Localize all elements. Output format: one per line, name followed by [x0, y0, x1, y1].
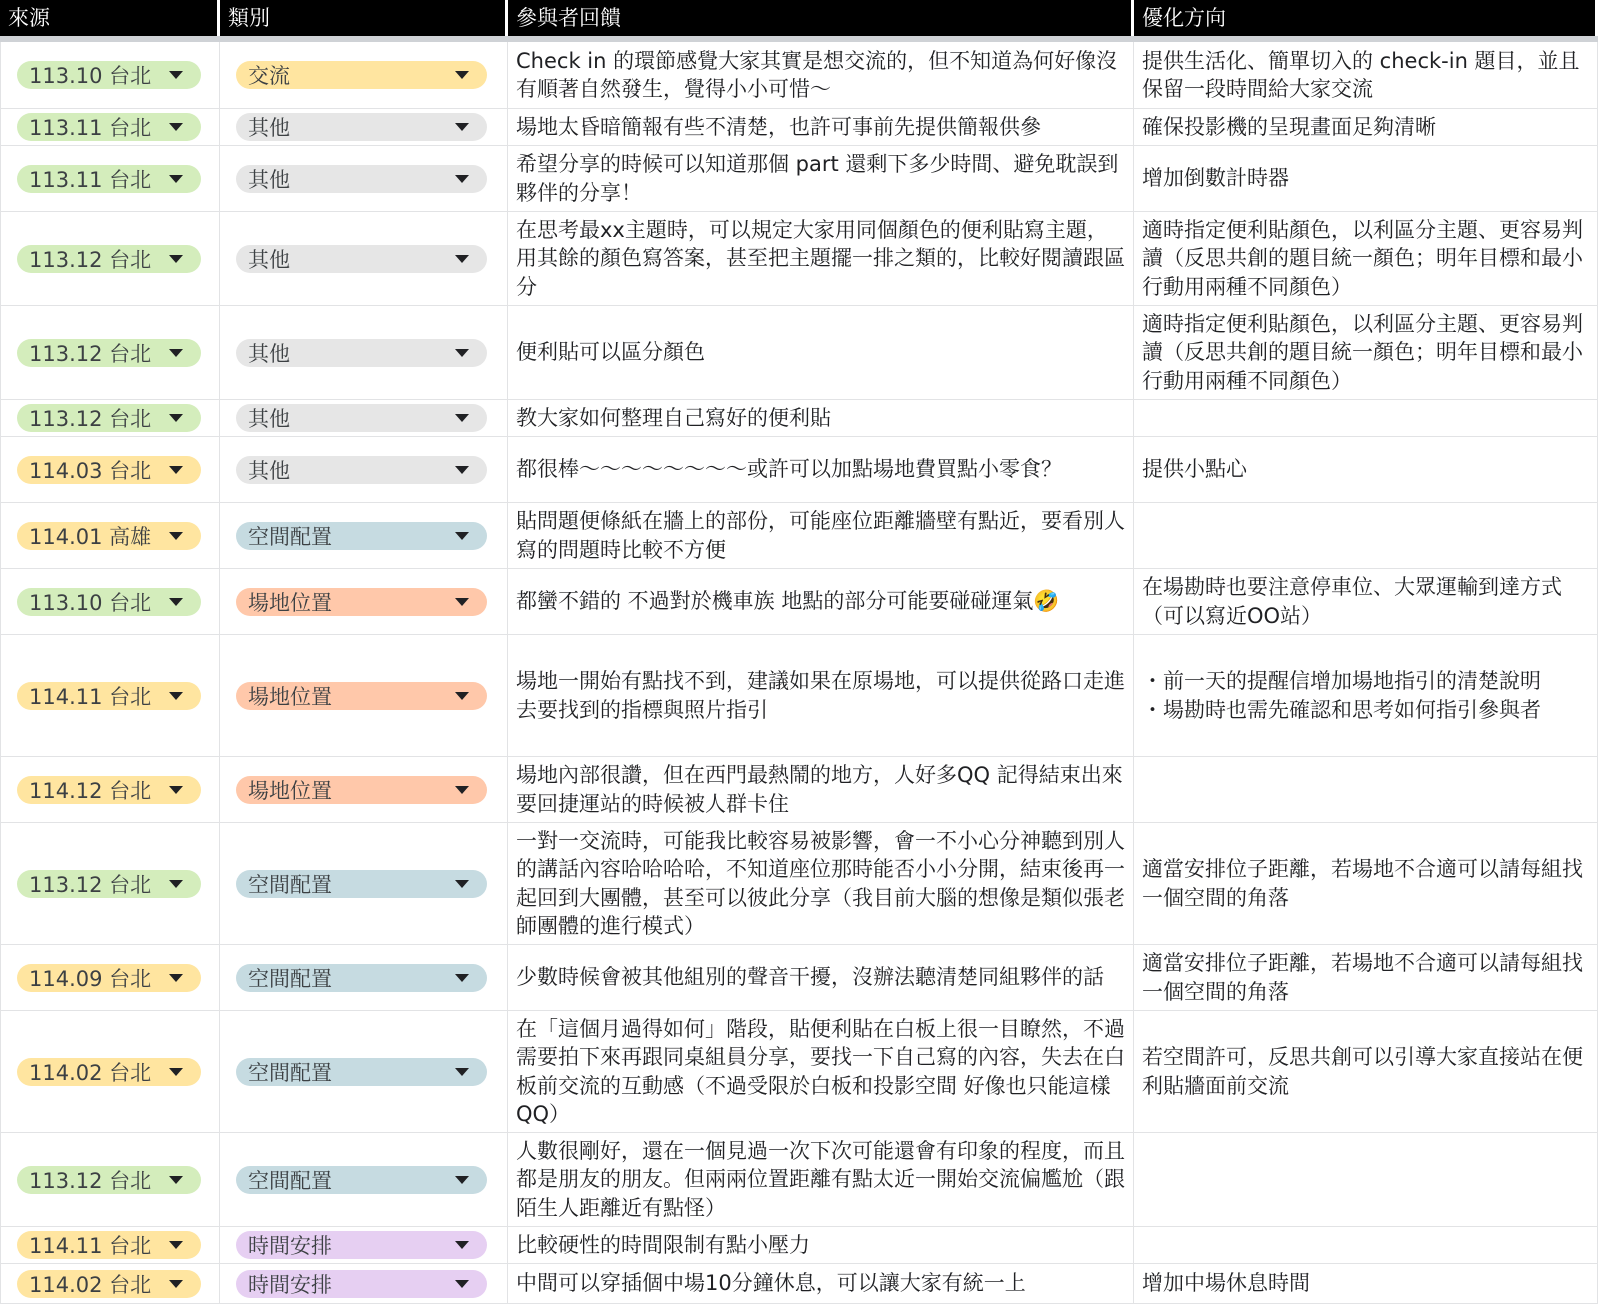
feedback-cell[interactable]: 中間可以穿插個中場10分鐘休息，可以讓大家有統一上	[508, 1264, 1134, 1303]
dropdown-arrow-icon[interactable]	[169, 1241, 183, 1249]
dropdown-arrow-icon[interactable]	[455, 175, 469, 183]
table-row	[0, 109, 1598, 146]
improvement-cell[interactable]	[1134, 1227, 1598, 1263]
improvement-cell[interactable]: 增加倒數計時器	[1134, 146, 1598, 211]
source-dropdown-chip-label: 113.12 台北	[29, 341, 152, 366]
dropdown-arrow-icon[interactable]	[169, 414, 183, 422]
source-dropdown-chip[interactable]	[17, 870, 201, 898]
category-dropdown-chip-label: 場地位置	[248, 684, 332, 709]
dropdown-arrow-icon[interactable]	[455, 255, 469, 263]
dropdown-arrow-icon[interactable]	[455, 1068, 469, 1076]
source-dropdown-chip-label: 113.12 台北	[29, 1168, 152, 1193]
category-dropdown-chip-label: 其他	[248, 341, 290, 366]
category-dropdown-chip-label: 空間配置	[248, 872, 332, 897]
dropdown-arrow-icon[interactable]	[455, 71, 469, 79]
table-row	[0, 400, 1598, 437]
source-dropdown-chip[interactable]	[17, 1058, 201, 1086]
feedback-cell[interactable]: 在思考最xx主題時，可以規定大家用同個顏色的便利貼寫主題，用其餘的顏色寫答案，甚至把主題擺一排之類的，比較好閱讀跟區分	[508, 212, 1134, 305]
dropdown-arrow-icon[interactable]	[455, 532, 469, 540]
dropdown-arrow-icon[interactable]	[169, 1280, 183, 1288]
improvement-cell[interactable]	[1134, 503, 1598, 568]
dropdown-arrow-icon[interactable]	[455, 414, 469, 422]
source-cell[interactable]	[0, 42, 220, 108]
table-row	[0, 1011, 1598, 1133]
dropdown-arrow-icon[interactable]	[455, 349, 469, 357]
table-row	[0, 945, 1598, 1011]
source-dropdown-chip[interactable]	[17, 113, 201, 141]
feedback-cell[interactable]: 場地內部很讚，但在西門最熱鬧的地方，人好多QQ 記得結束出來要回捷運站的時候被人群卡住	[508, 757, 1134, 822]
category-dropdown-chip[interactable]	[236, 165, 487, 193]
table-row	[0, 42, 1598, 109]
dropdown-arrow-icon[interactable]	[455, 1280, 469, 1288]
source-cell[interactable]	[0, 569, 220, 634]
source-cell[interactable]	[0, 1264, 220, 1303]
improvement-cell[interactable]: 適時指定便利貼顏色，以利區分主題、更容易判讀（反思共創的題目統一顏色；明年目標和最小行動用兩種不同顏色）	[1134, 306, 1598, 399]
source-dropdown-chip-label: 114.11 台北	[29, 684, 152, 709]
table-row	[0, 212, 1598, 306]
category-cell[interactable]	[220, 1227, 508, 1263]
source-cell[interactable]	[0, 109, 220, 145]
feedback-cell[interactable]: 希望分享的時候可以知道那個 part 還剩下多少時間、避免耽誤到夥伴的分享！	[508, 146, 1134, 211]
source-dropdown-chip[interactable]	[17, 522, 201, 550]
improvement-cell[interactable]: 增加中場休息時間	[1134, 1264, 1598, 1303]
source-dropdown-chip-label: 113.11 台北	[29, 116, 152, 140]
category-cell[interactable]	[220, 109, 508, 145]
category-dropdown-chip-label: 空間配置	[248, 1168, 332, 1193]
feedback-cell[interactable]: 人數很剛好，還在一個見過一次下次可能還會有印象的程度，而且都是朋友的朋友。但兩兩位置距離有點太近一開始交流偏尷尬（跟陌生人距離近有點怪）	[508, 1133, 1134, 1226]
dropdown-arrow-icon[interactable]	[169, 532, 183, 540]
category-dropdown-chip[interactable]	[236, 113, 487, 141]
source-dropdown-chip[interactable]	[17, 682, 201, 710]
source-cell[interactable]	[0, 945, 220, 1010]
category-cell[interactable]	[220, 945, 508, 1010]
dropdown-arrow-icon[interactable]	[455, 692, 469, 700]
category-cell[interactable]	[220, 569, 508, 634]
category-cell[interactable]	[220, 635, 508, 756]
source-dropdown-chip-label: 113.10 台北	[29, 64, 152, 88]
category-cell[interactable]	[220, 437, 508, 502]
source-dropdown-chip-label: 113.12 台北	[29, 872, 152, 897]
source-dropdown-chip-label: 114.03 台北	[29, 458, 152, 483]
category-dropdown-chip-label: 其他	[248, 247, 290, 272]
feedback-cell[interactable]: 少數時候會被其他組別的聲音干擾，沒辦法聽清楚同組夥伴的話	[508, 945, 1134, 1010]
dropdown-arrow-icon[interactable]	[169, 1176, 183, 1184]
dropdown-arrow-icon[interactable]	[169, 974, 183, 982]
category-dropdown-chip-label: 交流	[248, 64, 290, 88]
table-row	[0, 823, 1598, 945]
table-row	[0, 1133, 1598, 1227]
source-cell[interactable]	[0, 503, 220, 568]
feedback-cell[interactable]: Check in 的環節感覺大家其實是想交流的，但不知道為何好像沒有順著自然發生，覺得小小可惜～	[508, 42, 1134, 108]
feedback-cell[interactable]: 便利貼可以區分顏色	[508, 306, 1134, 399]
source-cell[interactable]	[0, 757, 220, 822]
improvement-cell[interactable]: 在場勘時也要注意停車位、大眾運輸到達方式（可以寫近OO站）	[1134, 569, 1598, 634]
table-body	[0, 42, 1598, 1304]
source-cell[interactable]	[0, 306, 220, 399]
dropdown-arrow-icon[interactable]	[169, 71, 183, 79]
category-dropdown-chip[interactable]	[236, 870, 487, 898]
category-cell[interactable]	[220, 42, 508, 108]
dropdown-arrow-icon[interactable]	[169, 466, 183, 474]
category-cell[interactable]	[220, 1011, 508, 1132]
dropdown-arrow-icon[interactable]	[169, 786, 183, 794]
source-cell[interactable]	[0, 400, 220, 436]
header-improvement[interactable]: 優化方向	[1134, 0, 1598, 36]
dropdown-arrow-icon[interactable]	[455, 974, 469, 982]
category-dropdown-chip[interactable]	[236, 1270, 487, 1298]
source-cell[interactable]	[0, 437, 220, 502]
table-row	[0, 1264, 1598, 1304]
feedback-cell[interactable]: 貼問題便條紙在牆上的部份，可能座位距離牆壁有點近，要看別人寫的問題時比較不方便	[508, 503, 1134, 568]
feedback-cell[interactable]: 都蠻不錯的 不過對於機車族 地點的部分可能要碰碰運氣🤣	[508, 569, 1134, 634]
dropdown-arrow-icon[interactable]	[455, 123, 469, 131]
table-row	[0, 569, 1598, 635]
category-dropdown-chip[interactable]	[236, 61, 487, 89]
category-dropdown-chip-label: 其他	[248, 116, 290, 140]
source-dropdown-chip-label: 114.11 台北	[29, 1234, 152, 1258]
category-dropdown-chip[interactable]	[236, 456, 487, 484]
category-dropdown-chip-label: 場地位置	[248, 590, 332, 615]
source-dropdown-chip[interactable]	[17, 245, 201, 273]
source-dropdown-chip[interactable]	[17, 339, 201, 367]
improvement-cell[interactable]	[1134, 1133, 1598, 1226]
dropdown-arrow-icon[interactable]	[455, 786, 469, 794]
category-dropdown-chip[interactable]	[236, 1166, 487, 1194]
category-dropdown-chip-label: 空間配置	[248, 966, 332, 991]
source-dropdown-chip[interactable]	[17, 165, 201, 193]
source-dropdown-chip-label: 114.02 台北	[29, 1272, 152, 1297]
source-dropdown-chip[interactable]	[17, 1166, 201, 1194]
table-row	[0, 146, 1598, 212]
category-dropdown-chip[interactable]	[236, 1231, 487, 1259]
dropdown-arrow-icon[interactable]	[169, 255, 183, 263]
category-cell[interactable]	[220, 757, 508, 822]
category-cell[interactable]	[220, 1264, 508, 1303]
improvement-cell[interactable]: 提供生活化、簡單切入的 check-in 題目，並且保留一段時間給大家交流	[1134, 42, 1598, 108]
improvement-cell[interactable]: 確保投影機的呈現畫面足夠清晰	[1134, 109, 1598, 145]
source-cell[interactable]	[0, 1133, 220, 1226]
dropdown-arrow-icon[interactable]	[169, 175, 183, 183]
source-cell[interactable]	[0, 823, 220, 944]
dropdown-arrow-icon[interactable]	[169, 692, 183, 700]
feedback-cell[interactable]: 比較硬性的時間限制有點小壓力	[508, 1227, 1134, 1263]
dropdown-arrow-icon[interactable]	[455, 880, 469, 888]
source-dropdown-chip[interactable]	[17, 1231, 201, 1259]
table-row	[0, 757, 1598, 823]
category-dropdown-chip[interactable]	[236, 1058, 487, 1086]
feedback-cell[interactable]: 場地太昏暗簡報有些不清楚，也許可事前先提供簡報供參	[508, 109, 1134, 145]
category-dropdown-chip-label: 其他	[248, 167, 290, 192]
feedback-cell[interactable]: 場地一開始有點找不到，建議如果在原場地，可以提供從路口走進去要找到的指標與照片指引	[508, 635, 1134, 756]
category-dropdown-chip[interactable]	[236, 245, 487, 273]
source-dropdown-chip-label: 114.02 台北	[29, 1060, 152, 1085]
feedback-cell[interactable]: 都很棒～～～～～～～～或許可以加點場地費買點小零食？	[508, 437, 1134, 502]
dropdown-arrow-icon[interactable]	[455, 466, 469, 474]
improvement-cell[interactable]	[1134, 400, 1598, 436]
source-cell[interactable]	[0, 1011, 220, 1132]
dropdown-arrow-icon[interactable]	[169, 123, 183, 131]
header-row	[0, 0, 1598, 42]
category-dropdown-chip-label: 其他	[248, 407, 290, 431]
category-dropdown-chip[interactable]	[236, 404, 487, 432]
source-dropdown-chip-label: 113.12 台北	[29, 407, 152, 431]
improvement-cell[interactable]: 若空間許可，反思共創可以引導大家直接站在便利貼牆面前交流	[1134, 1011, 1598, 1132]
source-dropdown-chip[interactable]	[17, 404, 201, 432]
improvement-cell[interactable]: 適時指定便利貼顏色，以利區分主題、更容易判讀（反思共創的題目統一顏色；明年目標和最小行動用兩種不同顏色）	[1134, 212, 1598, 305]
source-cell[interactable]	[0, 635, 220, 756]
header-category[interactable]: 類別	[220, 0, 508, 36]
category-dropdown-chip-label: 空間配置	[248, 524, 332, 549]
category-cell[interactable]	[220, 212, 508, 305]
source-cell[interactable]	[0, 212, 220, 305]
improvement-cell[interactable]	[1134, 757, 1598, 822]
table-row	[0, 635, 1598, 757]
category-dropdown-chip[interactable]	[236, 522, 487, 550]
category-dropdown-chip-label: 時間安排	[248, 1272, 332, 1297]
source-dropdown-chip-label: 113.12 台北	[29, 247, 152, 272]
header-feedback[interactable]: 參與者回饋	[508, 0, 1134, 36]
feedback-cell[interactable]: 教大家如何整理自己寫好的便利貼	[508, 400, 1134, 436]
dropdown-arrow-icon[interactable]	[169, 1068, 183, 1076]
table-row	[0, 1227, 1598, 1264]
improvement-cell[interactable]: ・前一天的提醒信增加場地指引的清楚說明 ・場勘時也需先確認和思考如何指引參與者	[1134, 635, 1598, 756]
source-dropdown-chip[interactable]	[17, 964, 201, 992]
source-dropdown-chip-label: 113.10 台北	[29, 590, 152, 615]
source-dropdown-chip-label: 113.11 台北	[29, 167, 152, 192]
category-dropdown-chip[interactable]	[236, 682, 487, 710]
table-row	[0, 503, 1598, 569]
category-cell[interactable]	[220, 146, 508, 211]
source-cell[interactable]	[0, 1227, 220, 1263]
category-dropdown-chip[interactable]	[236, 964, 487, 992]
table-row	[0, 437, 1598, 503]
category-cell[interactable]	[220, 823, 508, 944]
dropdown-arrow-icon[interactable]	[169, 880, 183, 888]
dropdown-arrow-icon[interactable]	[455, 1176, 469, 1184]
feedback-cell[interactable]: 一對一交流時，可能我比較容易被影響，會一不小心分神聽到別人的講話內容哈哈哈哈，不知道座位那時能否小小分開，結束後再一起回到大團體，甚至可以彼此分享（我目前大腦的想像是類似張老師團體的進行模式）	[508, 823, 1134, 944]
improvement-cell[interactable]: 適當安排位子距離，若場地不合適可以請每組找一個空間的角落	[1134, 945, 1598, 1010]
table-row	[0, 306, 1598, 400]
source-dropdown-chip-label: 114.09 台北	[29, 966, 152, 991]
category-cell[interactable]	[220, 306, 508, 399]
dropdown-arrow-icon[interactable]	[455, 598, 469, 606]
category-dropdown-chip-label: 空間配置	[248, 1060, 332, 1085]
source-dropdown-chip[interactable]	[17, 456, 201, 484]
category-dropdown-chip-label: 時間安排	[248, 1234, 332, 1258]
feedback-cell[interactable]: 在「這個月過得如何」階段，貼便利貼在白板上很一目瞭然，不過需要拍下來再跟同桌組員分享，要找一下自己寫的內容，失去在白板前交流的互動感（不過受限於白板和投影空間 好像也只能這樣QQ）	[508, 1011, 1134, 1132]
source-dropdown-chip[interactable]	[17, 1270, 201, 1298]
source-dropdown-chip[interactable]	[17, 61, 201, 89]
category-cell[interactable]	[220, 1133, 508, 1226]
dropdown-arrow-icon[interactable]	[455, 1241, 469, 1249]
category-dropdown-chip-label: 場地位置	[248, 778, 332, 803]
category-dropdown-chip[interactable]	[236, 588, 487, 616]
dropdown-arrow-icon[interactable]	[169, 349, 183, 357]
category-dropdown-chip[interactable]	[236, 776, 487, 804]
header-source[interactable]: 來源	[0, 0, 220, 36]
dropdown-arrow-icon[interactable]	[169, 598, 183, 606]
source-dropdown-chip[interactable]	[17, 776, 201, 804]
improvement-cell[interactable]: 適當安排位子距離，若場地不合適可以請每組找一個空間的角落	[1134, 823, 1598, 944]
source-dropdown-chip-label: 114.01 高雄	[29, 524, 152, 549]
source-dropdown-chip[interactable]	[17, 588, 201, 616]
source-dropdown-chip-label: 114.12 台北	[29, 778, 152, 803]
category-cell[interactable]	[220, 400, 508, 436]
category-cell[interactable]	[220, 503, 508, 568]
category-dropdown-chip-label: 其他	[248, 458, 290, 483]
category-dropdown-chip[interactable]	[236, 339, 487, 367]
source-cell[interactable]	[0, 146, 220, 211]
improvement-cell[interactable]: 提供小點心	[1134, 437, 1598, 502]
